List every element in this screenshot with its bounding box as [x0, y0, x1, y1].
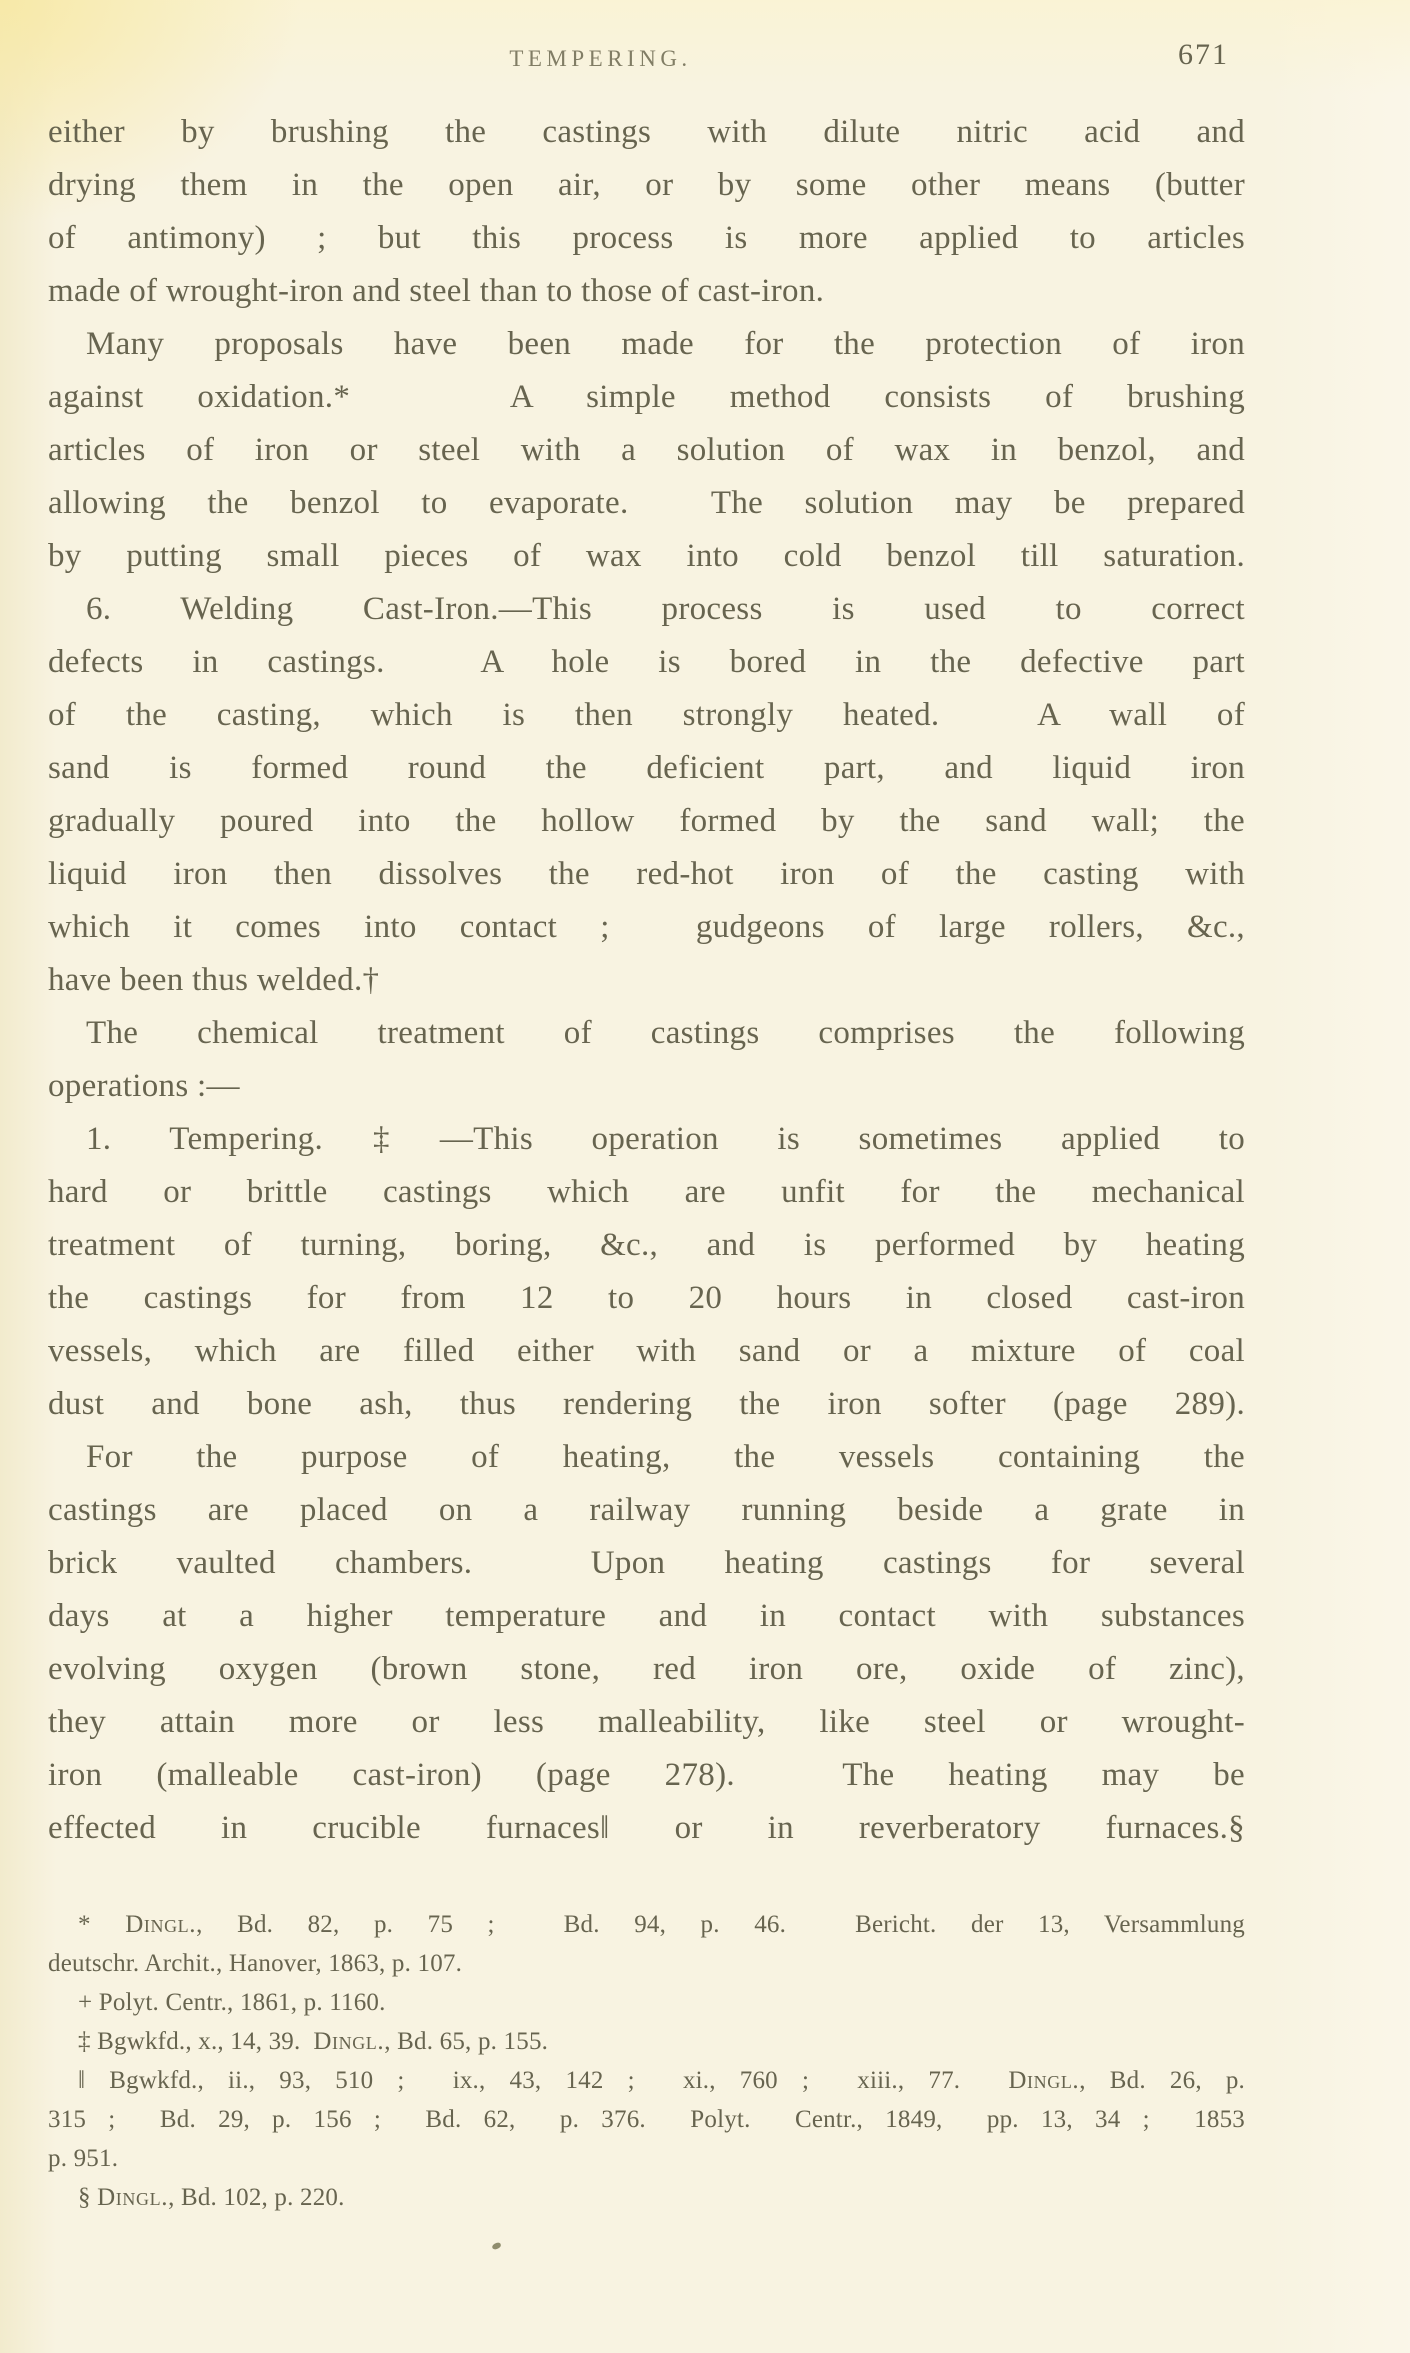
text-line: they attain more or less malleability, like steel or wrought- [48, 1704, 1245, 1740]
footnote-text: , Bd. 26, p. [1079, 2067, 1245, 2094]
smallcaps-citation: Dingl. [1008, 2067, 1080, 2094]
text-line: effected in crucible furnaces‖ or in reverberatory furnaces.§ [48, 1810, 1245, 1846]
footnote [48, 1983, 1245, 2022]
paragraph [48, 318, 1245, 583]
footnote-line [48, 1905, 1245, 1944]
text-line: articles of iron or steel with a solution of wax in benzol, and [48, 432, 1245, 468]
footnote-line [48, 1944, 1245, 1983]
text-line: hard or brittle castings which are unfit for the mechanical [48, 1174, 1245, 1210]
text-line: The chemical treatment of castings comprises the following [86, 1015, 1245, 1051]
footnote-line [48, 2022, 1245, 2061]
text-line: days at a higher temperature and in contact with substances [48, 1598, 1245, 1634]
text-line: which it comes into contact ; gudgeons of large rollers, &c., [48, 909, 1245, 945]
text-line: brick vaulted chambers. Upon heating castings for several [48, 1545, 1245, 1581]
footnote-text: ‖ Bgwkfd., ii., 93, 510 ; ix., 43, 142 ; xi., 760 ; xiii., 77. [78, 2067, 1009, 2094]
footnote-line [48, 2139, 1245, 2178]
body-text [48, 106, 1245, 1855]
text-line: by putting small pieces of wax into cold benzol till saturation. [48, 538, 1245, 574]
footnote-text: , Bd. 65, p. 155. [384, 2028, 549, 2055]
text-line: the castings for from 12 to 20 hours in closed cast-iron [48, 1280, 1245, 1316]
text-line: treatment of turning, boring, &c., and is performed by heating [48, 1227, 1245, 1263]
text-line: drying them in the open air, or by some other means (butter [48, 167, 1245, 203]
running-title: TEMPERING. [509, 46, 692, 71]
text-line: vessels, which are filled either with sand or a mixture of coal [48, 1333, 1245, 1369]
paragraph [48, 1007, 1245, 1113]
text-line: sand is formed round the deficient part, and liquid iron [48, 750, 1245, 786]
text-line: of the casting, which is then strongly heated. A wall of [48, 697, 1245, 733]
footnote [48, 2022, 1245, 2061]
text-line: 6. Welding Cast-Iron.—This process is used to correct [86, 591, 1245, 627]
paragraph [48, 1113, 1245, 1431]
footnote-line [48, 2061, 1245, 2100]
footnote-text: deutschr. Archit., Hanover, 1863, p. 107. [48, 1950, 463, 1977]
text-line: Many proposals have been made for the protection of iron [86, 326, 1245, 362]
text-line: evolving oxygen (brown stone, red iron ore, oxide of zinc), [48, 1651, 1245, 1687]
text-line: gradually poured into the hollow formed by the sand wall; the [48, 803, 1245, 839]
text-line: made of wrought-iron and steel than to those of cast-iron. [48, 273, 825, 309]
text-line: allowing the benzol to evaporate. The solution may be prepared [48, 485, 1245, 521]
footnote-text: , Bd. 102, p. 220. [168, 2184, 345, 2211]
text-line: operations :— [48, 1068, 240, 1104]
footnotes [48, 1905, 1245, 2217]
paragraph [48, 583, 1245, 1007]
footnote-text: * [78, 1911, 126, 1938]
footnote-text: p. 951. [48, 2145, 119, 2172]
page-header [48, 38, 1245, 82]
text-line: For the purpose of heating, the vessels containing the [86, 1439, 1245, 1475]
text-line: defects in castings. A hole is bored in the defective part [48, 644, 1245, 680]
footnote [48, 2061, 1245, 2178]
footnote-line [48, 1983, 1245, 2022]
footnote [48, 1905, 1245, 1983]
footnote-line [48, 2100, 1245, 2139]
footnote-text: + Polyt. Centr., 1861, p. 1160. [78, 1989, 386, 2016]
text-line: liquid iron then dissolves the red-hot iron of the casting with [48, 856, 1245, 892]
text-column [48, 38, 1245, 2217]
page-number: 671 [1178, 38, 1229, 71]
footnote-text: § [78, 2184, 98, 2211]
text-line: of antimony) ; but this process is more applied to articles [48, 220, 1245, 256]
smallcaps-citation: Dingl. [125, 1911, 197, 1938]
text-line: against oxidation.* A simple method consists of brushing [48, 379, 1245, 415]
text-line: have been thus welded.† [48, 962, 380, 998]
text-line: either by brushing the castings with dilute nitric acid and [48, 114, 1245, 150]
text-line: 1. Tempering.‡—This operation is sometimes applied to [86, 1121, 1245, 1157]
paragraph [48, 1431, 1245, 1855]
smallcaps-citation: Dingl. [97, 2184, 169, 2211]
text-line: iron (malleable cast-iron) (page 278). The heating may be [48, 1757, 1245, 1793]
smallcaps-citation: Dingl. [313, 2028, 385, 2055]
text-line: dust and bone ash, thus rendering the iron softer (page 289). [48, 1386, 1245, 1422]
footnote-text: , Bd. 82, p. 75 ; Bd. 94, p. 46. Bericht. der 13, Versammlung [196, 1911, 1245, 1938]
text-line: castings are placed on a railway running beside a grate in [48, 1492, 1245, 1528]
paragraph [48, 106, 1245, 318]
footnote-text: ‡ Bgwkfd., x., 14, 39. [78, 2028, 314, 2055]
ink-speck [491, 2242, 501, 2250]
footnote [48, 2178, 1245, 2217]
footnote-text: 315 ; Bd. 29, p. 156 ; Bd. 62, p. 376. Polyt. Centr., 1849, pp. 13, 34 ; 1853 [48, 2106, 1245, 2133]
footnote-line [48, 2178, 1245, 2217]
